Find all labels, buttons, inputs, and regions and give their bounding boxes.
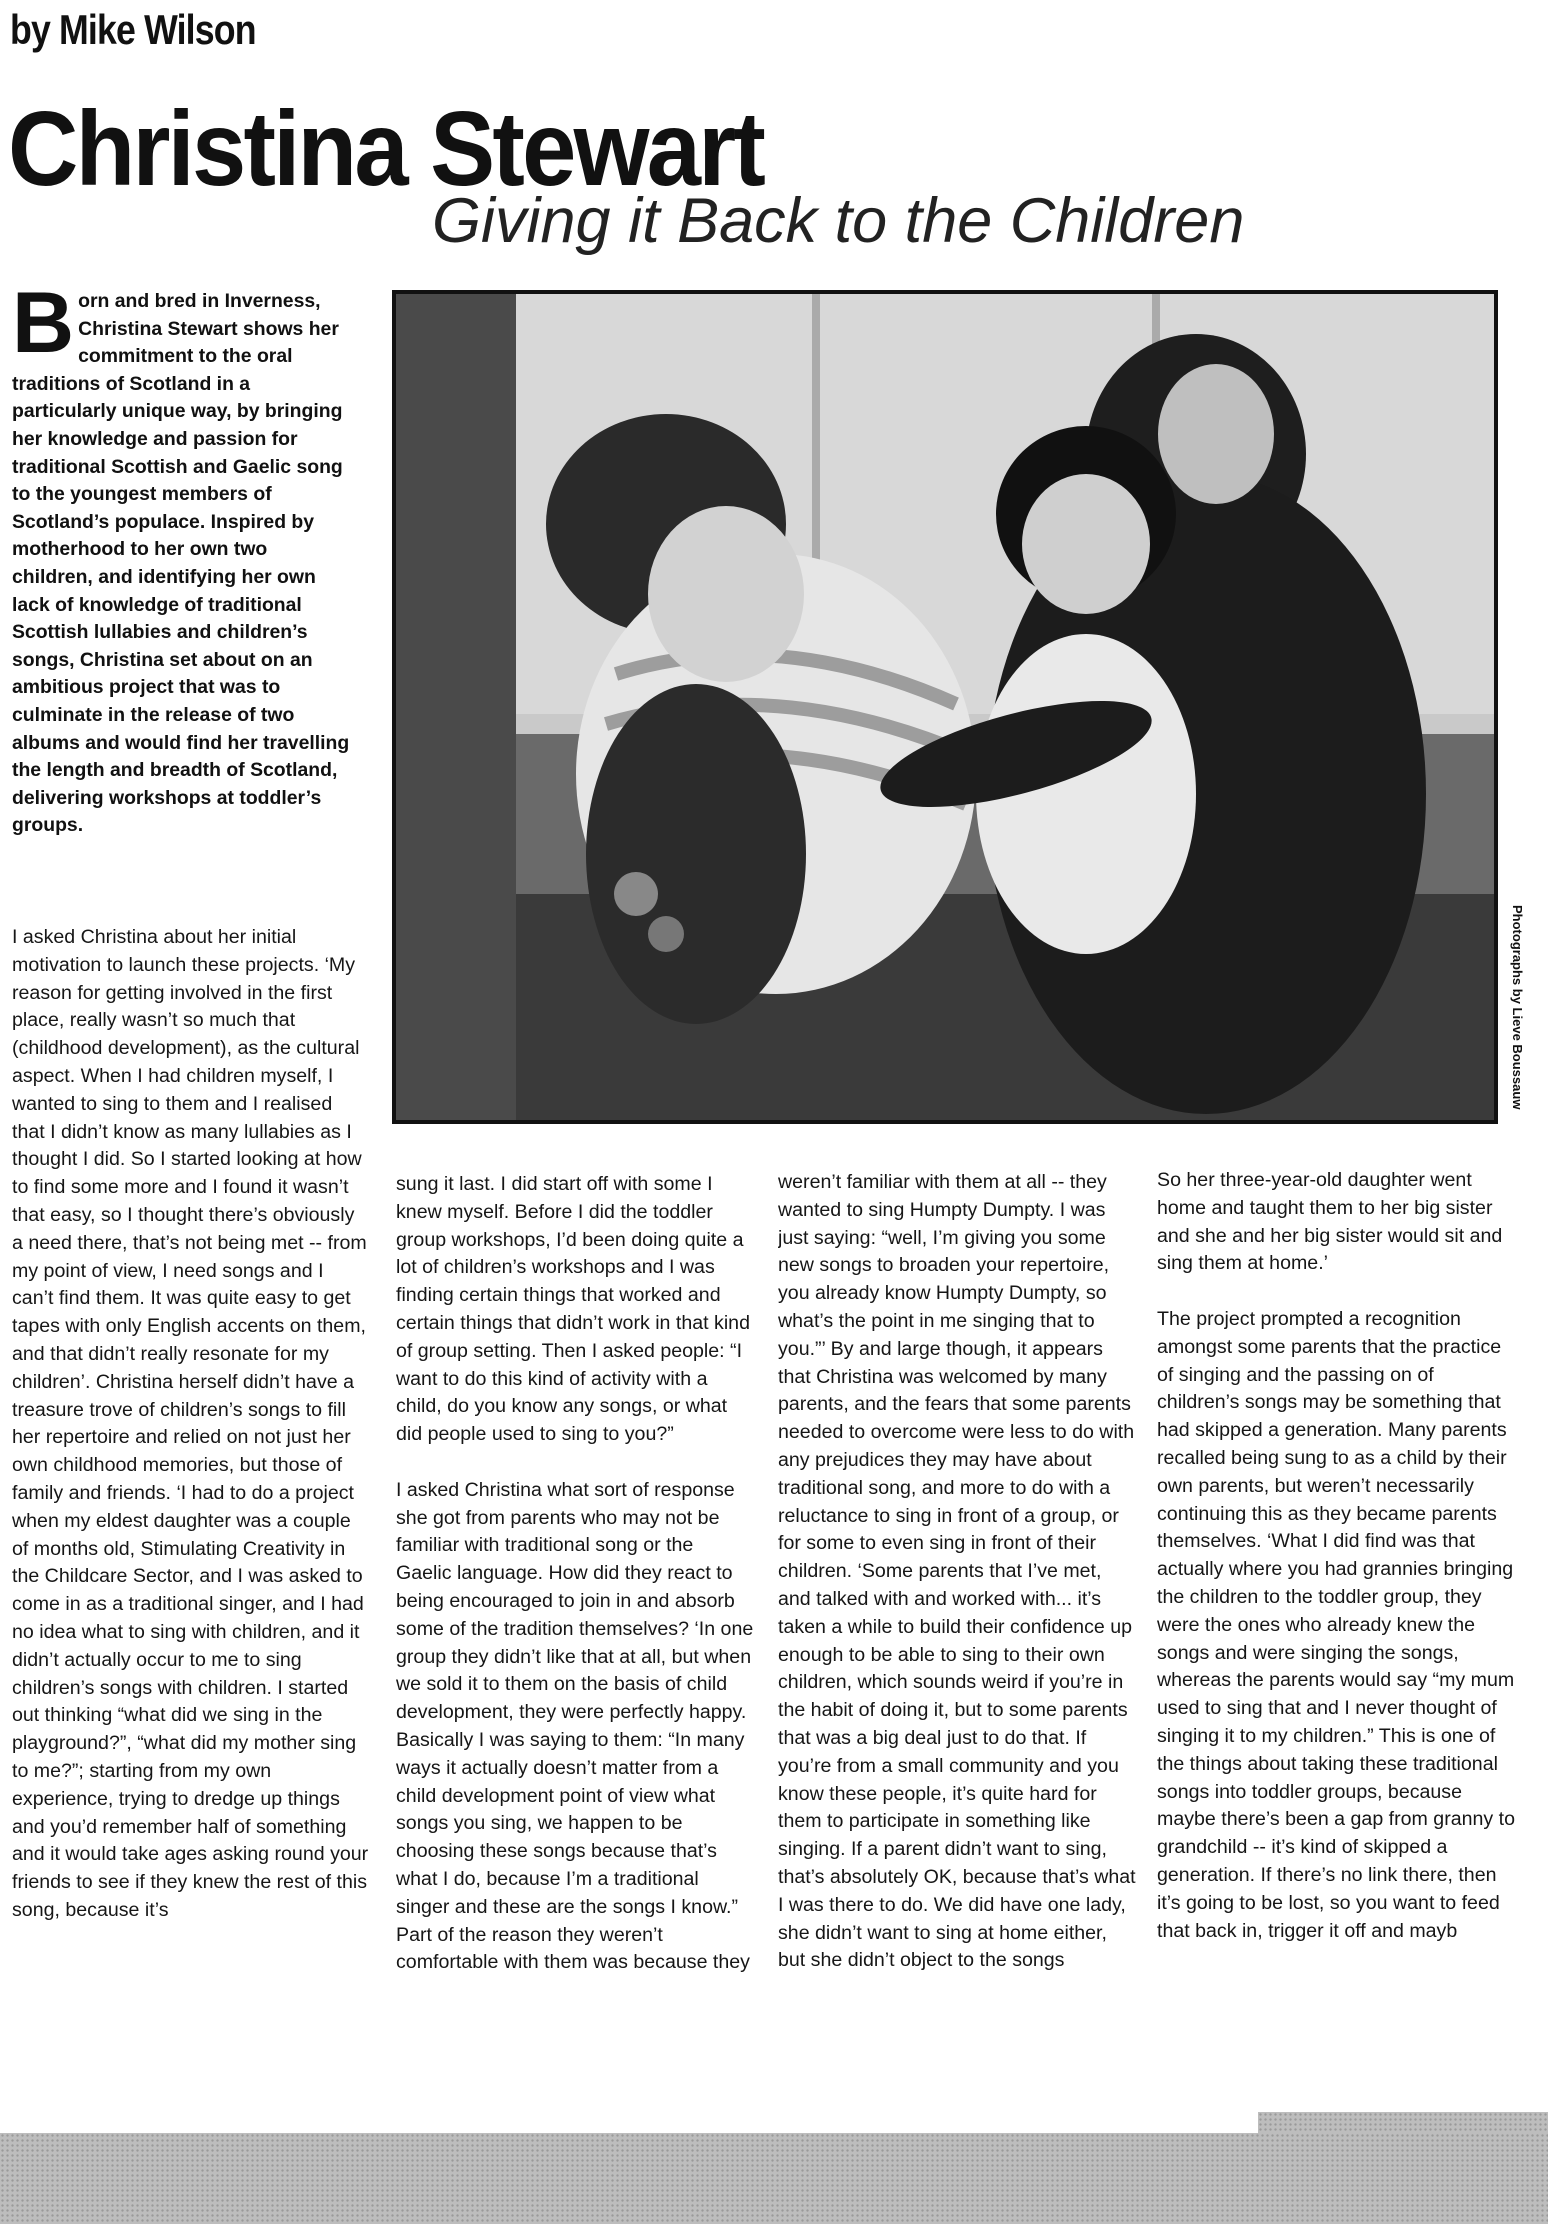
- drop-cap: B: [12, 275, 75, 371]
- article-title: Christina Stewart: [8, 90, 764, 208]
- column-2-paragraph-1: sung it last. I did start off with some I knew myself. Before I did the toddler group workshops, I’d been doing quite a lot of children’s workshops and I was finding certain things that worked and certain things that didn’t work in that kind of group setting. Then I asked people: “I want to do this kind of activity with a child, do you know any songs, or what did people used to sing to you?”: [396, 1173, 750, 1446]
- photo-illustration: [396, 294, 1494, 1120]
- article-subtitle: Giving it Back to the Children: [432, 186, 1245, 256]
- column-3-paragraph: weren’t familiar with them at all -- they wanted to sing Humpty Dumpty. I was just saying: “well, I’m giving you some new songs to broaden your repertoire, you already know Humpty Dumpty, so what’s the point in me singing that to you.”’ By and large though, it appears that Christina was welcomed by many parents, and the fears that some parents needed to overcome were less to do with any prejudices they may have about traditional song, and more to do with a reluctance to sing in front of a group, or for some to even sing in front of their children. ‘Some parents that I’ve met, and talked with and worked with... it’s taken a while to build their confidence up enough to be able to sing to their own children, which sounds weird if you’re in the habit of doing it, but to some parents that was a big deal just to do that. If you’re from a small community and you know these people, it’s quite hard for them to participate in something like singing. If a parent didn’t want to sing, that’s absolutely OK, because that’s what I was there to do. We did have one lady, she didn’t want to sing at home either, but she didn’t object to the songs: [778, 1171, 1136, 1972]
- scan-border-notch: [1258, 2112, 1548, 2134]
- photo-credit: Photographs by Lieve Boussauw: [1510, 905, 1525, 1110]
- column-4-paragraph-1: So her three-year-old daughter went home and taught them to her big sister and she and her big sister would sit and sing them at home.’: [1157, 1169, 1503, 1275]
- column-4: [1157, 1167, 1515, 2112]
- byline: by Mike Wilson: [10, 6, 256, 53]
- column-4-paragraph-2: The project prompted a recognition amongst some parents that the practice of singing and the passing on of children’s songs may be something that had skipped a generation. Many parents recalled being sung to as a child by their own parents, but weren’t necessarily continuing this as they became parents themselves. ‘What I did find was that actually where you had grannies bringing the children to the toddler group, they were the ones who already knew the songs and were singing the songs, whereas the parents would say “my mum used to sing that and I never thought of singing it to my children.” This is one of the things about taking these traditional songs into toddler groups, because maybe there’s been a gap from granny to grandchild -- it’s kind of skipped a generation. If there’s no link there, then it’s going to be lost, so you want to feed that back in, trigger it off and mayb: [1157, 1307, 1515, 1942]
- column-1: [12, 924, 370, 2132]
- column-3: [778, 1169, 1136, 2132]
- column-2-paragraph-2: I asked Christina what sort of response she got from parents who may not be familiar with traditional song or the Gaelic language. How did they react to being encouraged to join in and absorb some of the tradition themselves? ‘In one group they didn’t like that at all, but when we sold it to them on the basis of child development, they were perfectly happy. Basically I was saying to them: “In many ways it actually doesn’t matter from a child development point of view what songs you sing, we happen to be choosing these songs because that’s what I do, because I’m a traditional singer and these are the songs I know.” Part of the reason they weren’t comfortable with them was because they: [396, 1478, 754, 1974]
- column-1-paragraph: I asked Christina about her initial motivation to launch these projects. ‘My reason for getting involved in the first place, really wasn’t so much that (childhood development), as the cultural aspect. When I had children myself, I wanted to sing to them and I realised that I didn’t know as many lullabies as I thought I did. So I started looking at how to find some more and I found it wasn’t that easy, so I thought there’s obviously a need there, that’s not being met -- from my point of view, I need songs and I can’t find them. It was quite easy to get tapes with only English accents on them, and that didn’t really resonate for my children’. Christina herself didn’t have a treasure trove of children’s songs to fill her repertoire and relied on not just her own childhood memories, but those of family and friends. ‘I had to do a project when my eldest daughter was a couple of months old, Stimulating Creativity in the Childcare Sector, and I was asked to come in as a traditional singer, and I had no idea what to sing with children, and it didn’t actually occur to me to sing children’s songs with children. I started out thinking “what did we sing in the playground?”, “what did my mother sing to me?”; starting from my own experience, trying to dredge up things and you’d remember half of something and it would take ages asking round your friends to see if they knew the rest of this song, because it’s: [12, 926, 369, 1921]
- column-2: [396, 1171, 754, 2132]
- intro-paragraph: [12, 275, 352, 840]
- family-photograph: [392, 290, 1498, 1124]
- intro-text: orn and bred in Inverness, Christina Stewart shows her commitment to the oral traditions of Scotland in a particularly unique way, by bringing her knowledge and passion for traditional Scottish and Gaelic song to the youngest members of Scotland’s populace. Inspired by motherhood to her own two children, and identifying her own lack of knowledge of traditional Scottish lullabies and children’s songs, Christina set about on an ambitious project that was to culminate in the release of two albums and would find her travelling the length and breadth of Scotland, delivering workshops at toddler’s groups.: [12, 290, 350, 837]
- scan-border: [0, 2133, 1548, 2224]
